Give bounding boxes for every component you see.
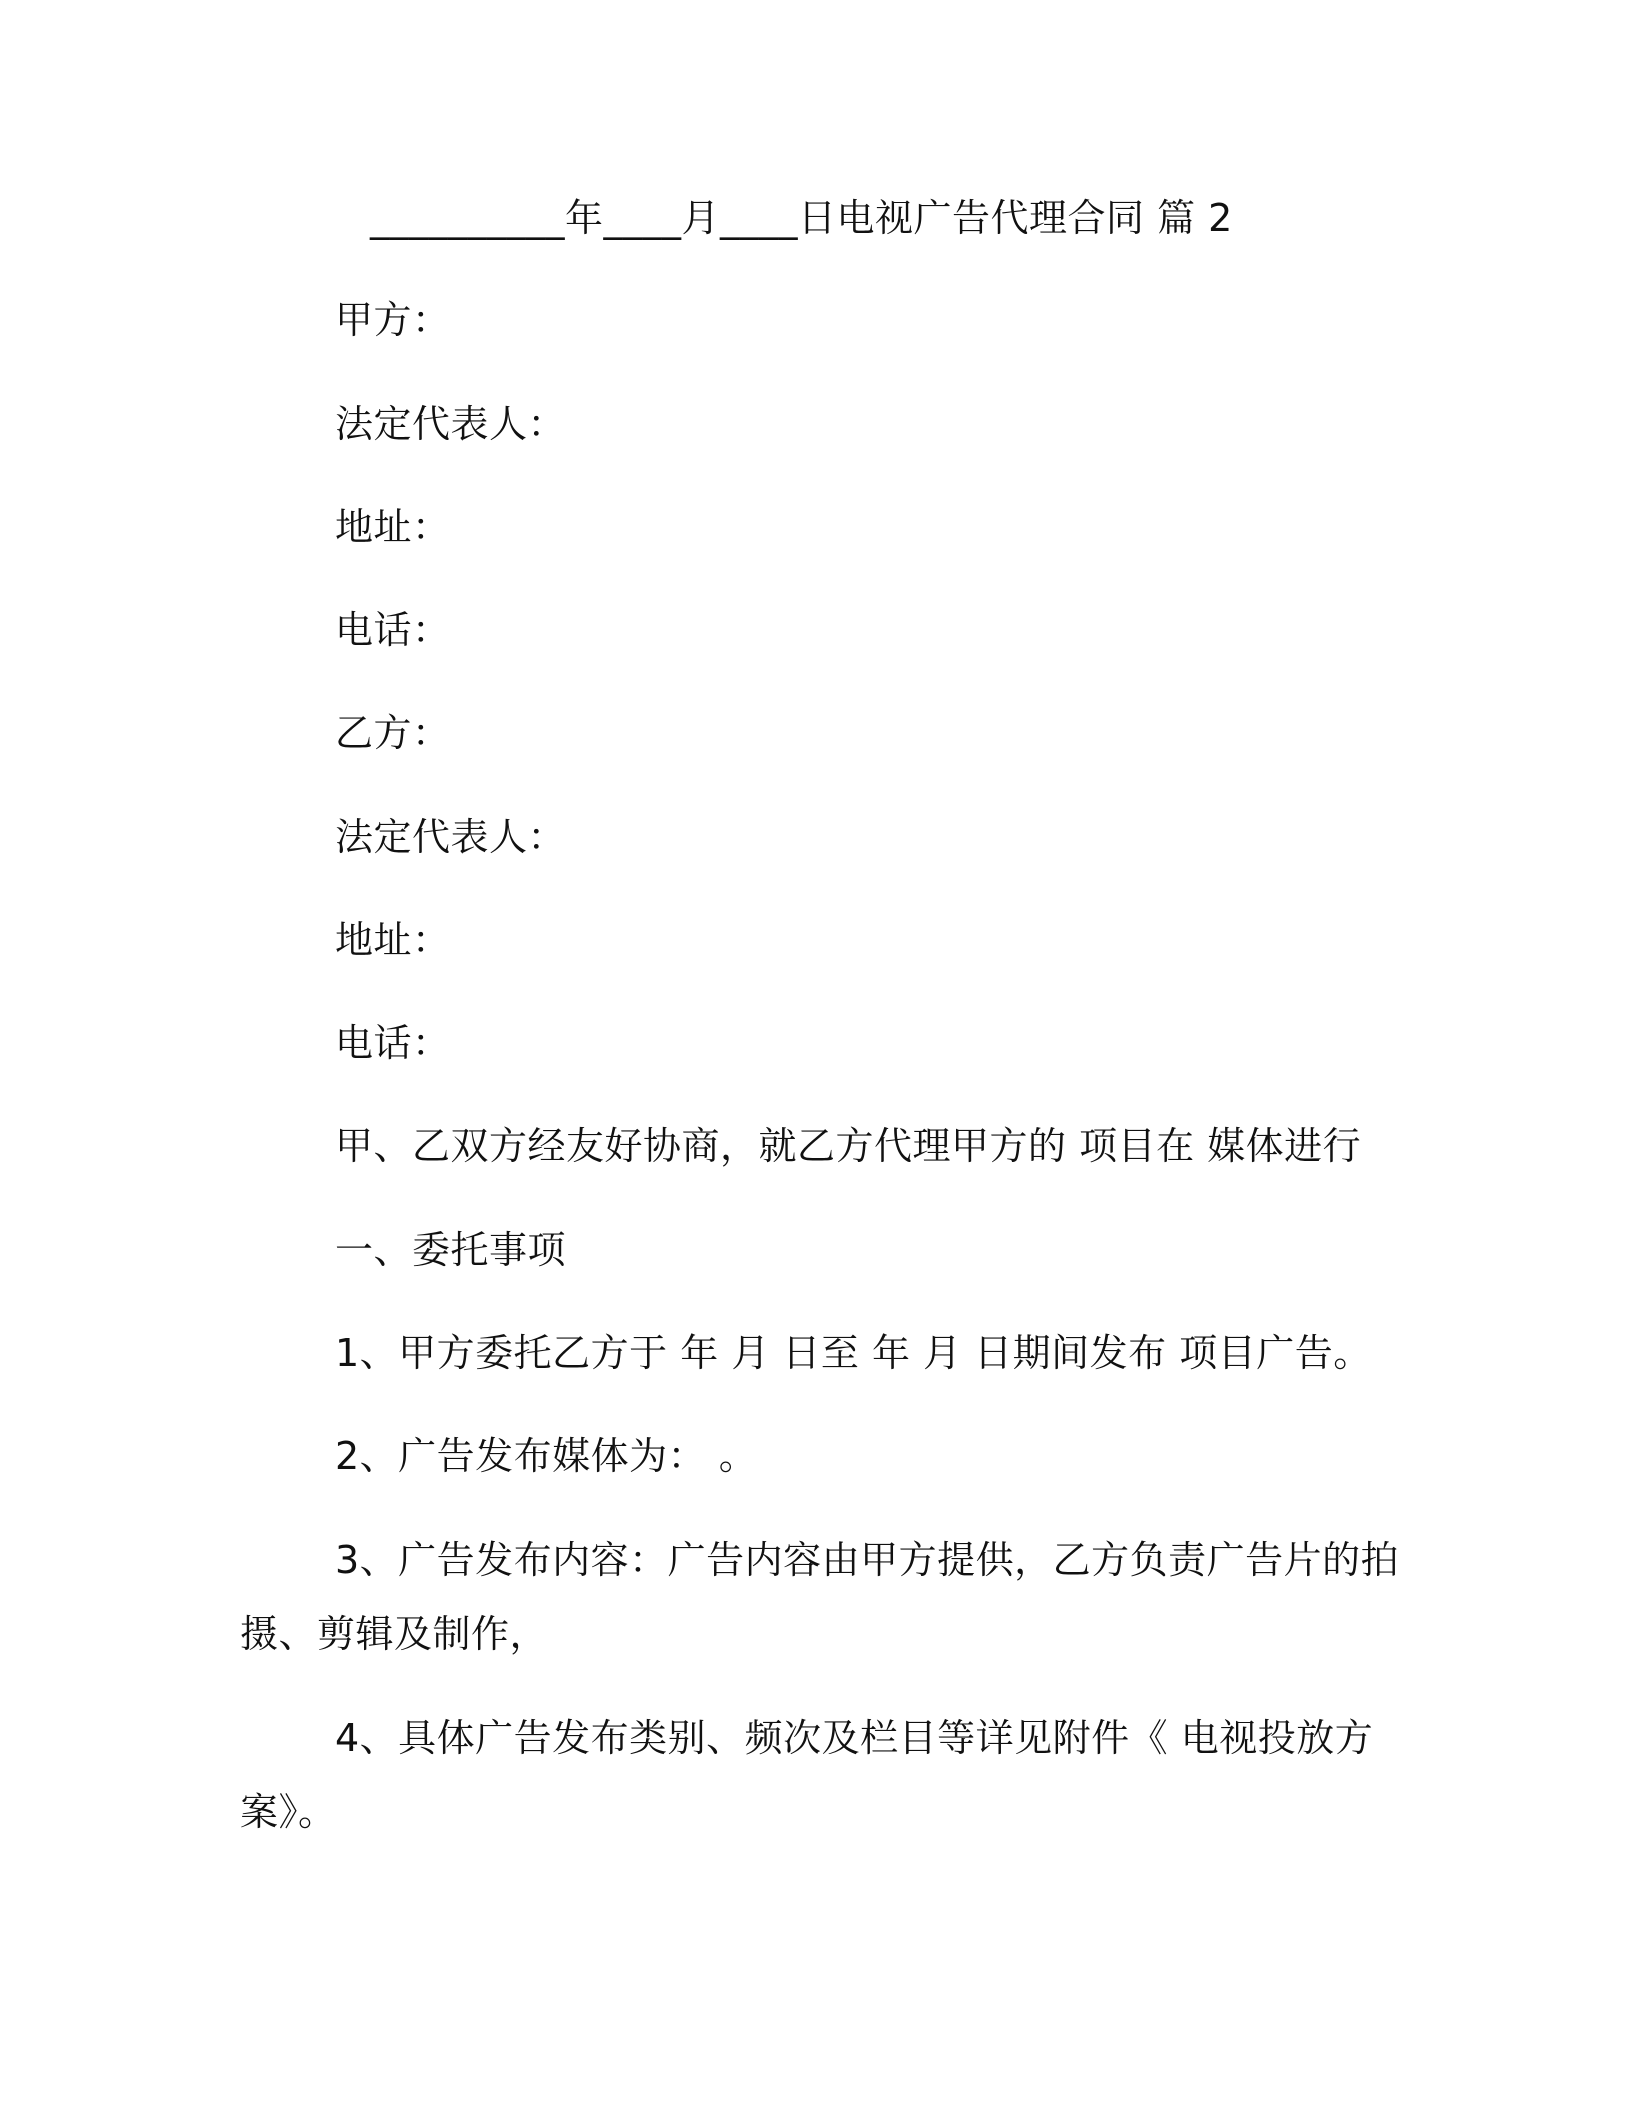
list-item: 3、广告发布内容：广告内容由甲方提供，乙方负责广告片的拍 (335, 1538, 1400, 1582)
party-a-label: 甲方： (335, 298, 451, 342)
party-b-phone-label: 电话： (335, 1021, 451, 1065)
list-item-continuation: 摄、剪辑及制作， (240, 1612, 549, 1656)
party-b-address-label: 地址： (335, 918, 451, 962)
party-b-representative-label: 法定代表人： (335, 815, 567, 859)
list-item: 1、甲方委托乙方于 年 月 日至 年 月 日期间发布 项目广告。 (335, 1331, 1372, 1375)
party-a-representative-label: 法定代表人： (335, 402, 567, 446)
party-a-address-label: 地址： (335, 505, 451, 549)
document-title: __________年____月____日电视广告代理合同 篇 2 (370, 196, 1233, 240)
section-heading: 一、委托事项 (335, 1228, 567, 1272)
list-item-continuation: 案》。 (240, 1790, 337, 1834)
list-item: 2、广告发布媒体为： 。 (335, 1434, 758, 1478)
party-a-phone-label: 电话： (335, 608, 451, 652)
list-item: 4、具体广告发布类别、频次及栏目等详见附件《 电视投放方 (335, 1716, 1374, 1760)
intro-paragraph: 甲、乙双方经友好协商，就乙方代理甲方的 项目在 媒体进行 (335, 1124, 1362, 1168)
party-b-label: 乙方： (335, 711, 451, 755)
